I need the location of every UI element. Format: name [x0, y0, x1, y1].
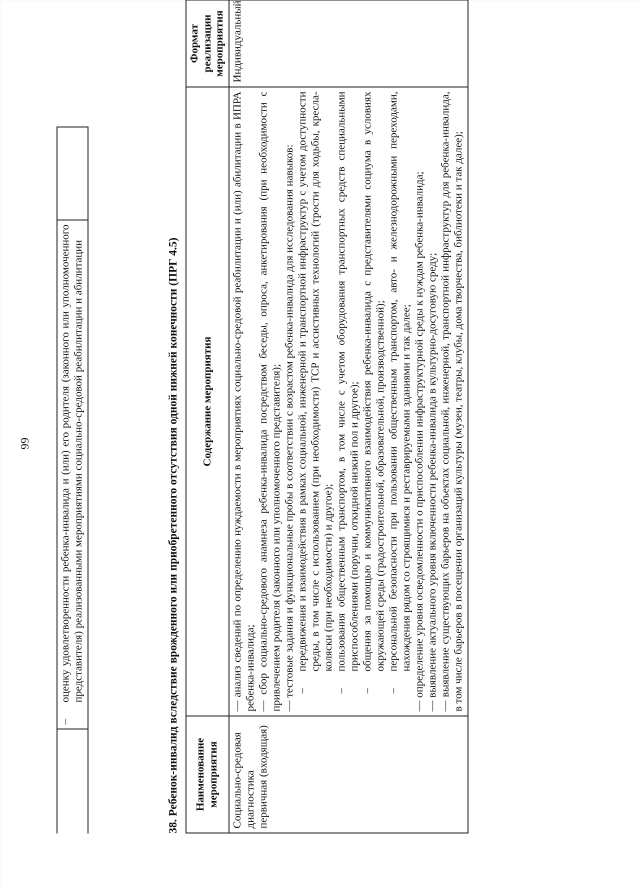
list-item [59, 224, 85, 724]
sub-list-item [387, 91, 413, 693]
dash-marker: – [334, 687, 347, 693]
header-format: Формат реализации мероприятия [186, 0, 229, 87]
paragraph: — выявление актуального уровня включенности ребенка-инвалида в культурно-досуговую среду; [425, 252, 438, 711]
dash-marker: – [59, 718, 71, 724]
dash-marker: – [295, 687, 308, 693]
sub-list-text: пользования общественным транспортом, в том числе с учетом оборудования транспортных средств специальными приспособлениями (поручни, откидной низкий пол и другое); [334, 91, 360, 671]
header-content: Содержание мероприятия [186, 87, 229, 716]
empty-cell [57, 729, 88, 834]
header-name: Наименование мероприятия [186, 716, 229, 833]
sub-list-text: передвижения и взаимодействия в рамках социальной, инженерной и транспортной инфраструктур с учетом доступности среды, в том числе с использованием (при необходимости) ТСР и ассистивных технологий (трости для ходьбы, кресла-коляски (при необходимости) и другое); [295, 91, 334, 671]
table-header-row [186, 0, 229, 833]
page-number: 99 [17, 437, 31, 449]
continuation-table [56, 126, 88, 833]
activity-content [228, 87, 467, 716]
section-title: 38. Ребенок-инвалид вследствие врожденного или приобретенного отсутствия одной нижней конечности (ПРГ 4.5) [167, 236, 179, 833]
paragraph: — сбор социально-средового анамнеза ребенка-инвалида посредством беседы, опроса, анкетирования (при необходимости с привлечением родителя (законного или уполномоченного представителя); [256, 91, 282, 711]
table-row [57, 127, 88, 834]
paragraph: — тестовые задания и функциональные пробы в соответствии с возрастом ребенка-инвалида для исследования навыков: [282, 143, 295, 711]
empty-cell [57, 127, 88, 220]
activity-name: Социально-средовая диагностика первичная (входящая) [228, 716, 467, 833]
table-row [228, 0, 467, 833]
sub-list-item [361, 91, 387, 693]
continuation-cell [57, 220, 88, 729]
sub-list-text: общения за помощью и коммуникативного взаимодействия ребенка-инвалида с представителями социума в условиях окружающей среды (градостроительной, образовательной, производственной); [360, 91, 386, 671]
activity-format: Индивидуальный [228, 0, 467, 87]
dash-marker: – [386, 687, 399, 693]
paragraph: — анализ сведений по определению нуждаемости в мероприятиях социально-средовой реабилитации и (или) абилитации в ИПРА ребенка-инвалида; [230, 91, 256, 711]
dash-marker: – [360, 687, 373, 693]
list-item-text: оценку удовлетворенности ребенка-инвалида и (или) его родителя (законного или уполномоченного представителя) реализованными мероприятиями социально-средовой реабилитации и абилитации [59, 224, 84, 702]
paragraph: — выявление существующих барьеров на объектах социальной, инженерной, транспортной инфраструктур для ребенка-инвалида, в том числе барьеров в посещении организаций культуры (музеи, театры, клубы, дома творчества, библиотеки и так далее); [438, 91, 464, 711]
activities-table [185, 0, 468, 833]
paragraph: — определение уровня осведомленности о приспособлении инфраструктурной среды к нуждам ребенка-инвалида; [412, 170, 425, 711]
sub-list-item [296, 91, 335, 693]
sub-list-item [335, 91, 361, 693]
sub-list-text: персональной безопасности при пользовании общественным транспортом, авто- и железнодорожными переходами, нахождения рядом со строящимися и реставрируемыми зданиями и так далее; [386, 91, 412, 671]
